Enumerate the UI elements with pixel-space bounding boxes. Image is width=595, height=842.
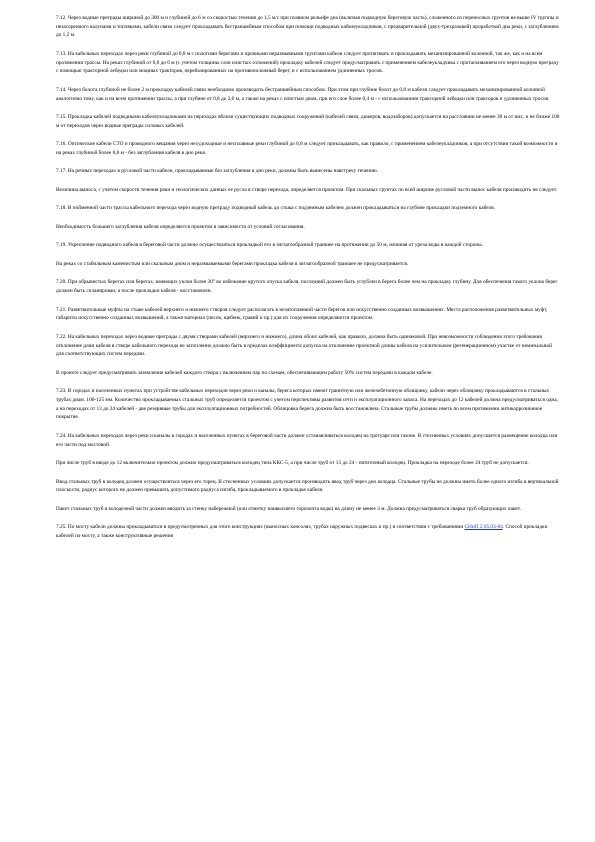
snip-reference-link[interactable]: СНиП 2.05.03-84 (464, 524, 503, 531)
paragraph-7-25 (56, 523, 561, 540)
paragraph-7-23: 7.23. В городах и населенных пунктах при устройстве кабельных переходов через реки и каналы, берега которых имеют гранитную или железобетонную облицовку, кабели через облицовку прокладываются в стальных трубах диам. 100-125 мм. Количество прокладываемых стальных труб определяется проектом с учетом перспективы развития сети и эксплуатационного запаса. На переходах до 12 кабелей должна предусматриваться одна, а на переходах от 13 до 24 кабелей - две резервные трубы для эксплуатационных потребностей. Облицовка берега должна быть восстановлена. Стальные трубы должны иметь по всем протяжении антикоррозионное покрытие. (56, 388, 558, 421)
paragraph-7-24-note-3: Пакет стальных труб в колодезной части должен вводить за стенку набережной (или отметку наивысшего горизонта воды) на длину не менее 3 м. Должна предусматриваться сварка труб образующих пакет. (56, 505, 522, 512)
paragraph-7-12: 7.12. Через водные преграды шириной до 300 м и глубиной до 6 м со скоростью течения до 1,5 м/с при плавном рельефе дна (включая подводную береговую часть), сложенного из переносных грунтов не выше IV группы и незасоренного валунами и топляками, кабели связи следует прокладывать бестраншейным способом при помощи подводных кабелеукладчиков, с предварительной (двух-трехразовой) проработкой дна реки, с заглублением до 1,2 м. (56, 15, 559, 39)
paragraph-7-24-note-2: Ввод стальных труб в колодец должен осуществляться через его торец. В стесненных условиях допускается производить ввод труб через дно колодца. Стальные трубы не должны иметь более одного изгиба в вертикальной плоскости, радиус которого не должен превышать допустимого радиуса изгиба, прокладываемого в прокладке кабеля. (56, 478, 559, 494)
paragraph-7-14: 7.14. Через болота глубиной не более 2 м прокладку кабелей связи необходимо производить бестраншейным способом. При этом при глубине болот до 0,8 м кабели следует прокладывать механизированной колонной аналогично тому, как и на всем протяжении трассы, а при глубине от 0,8 до 2,0 м, а также на реках с илистым дном, при его слое более 0,4 м - с использованием тракторной лебедки или тракторов и удлиненных тросов. (56, 86, 550, 102)
paragraph-7-20: 7.20. При обрывистых берегах или берегах, имеющих уклон более 30° во избежание крутого опуска кабеля, последний должен быть углублен в берега более чем на прокладку глубину. Для обеспечения такого уклона берег должен быть спланирован, а после прокладки кабеля - восстановлен. (56, 279, 558, 295)
paragraph-7-22: 7.22. На кабельных переходах через водные преграды с двумя створами кабелей (верхнего и нижнего), длина обоих кабелей, как правило, должна быть одинаковой. При невозможности соблюдения этого требования отклонение длин кабеля в створе кабельного перехода не затопленно должно быть в пределах коэффициента допуска на отклонение проектной длины кабеля на усилительном (регенерационном) участке от номинальной для соответствующих систем передачи. (56, 333, 552, 358)
paragraph-7-24-note-1: При числе труб в вводе до 12 включительно проектом должно предусматриваться колодец типа ККС-5, а при числе труб от 13 до 24 - пятиточный колодец. Прокладка на переходе более 24 труб не допускается. (56, 460, 529, 467)
paragraph-7-15: 7.15. Прокладка кабелей подводными кабелеукладчиками на переходах вблизи существующих подводных сооружений (кабелей связи, дюкеров, водозаборов) допускается на расстоянии не менее 30 м от них, и не ближе 100 м от переходов через водные преграды силовых кабелей. (56, 114, 560, 129)
paragraph-7-19-note: На реках со стабильным каменистым или скальным дном и неразмываемыми берегами прокладка кабеля в зигзагообразной траншее не предусматривается. (56, 260, 409, 267)
paragraph-7-17: 7.17. На речных переходах в русловой части кабели, прокладываемые без заглубления в дно реки, должны быть вынесены навстречу течению. (56, 168, 379, 175)
paragraph-7-16: 7.16. Оптические кабели СТО и проводного вещания через несудоходные и несплавные реки глубиной до 0,8 м следует прокладывать, как правило, с применением кабелеукладчиков, а при отсутствии такой возможности и на реках глубиной более 0,8 м - без заглубления кабеля в дно реки. (56, 141, 558, 156)
paragraph-7-13: 7.13. На кабельных переходах через реки глубиной до 0,8 м с пологими берегами и прочными неразмывными грунтами кабели следует протягивать и прокладывать механизированной колонной, так же, как и на всем протяжении трассы. На реках глубиной от 0,8 до 6 м (с учетом толщины слоя илистых отложений) прокладку кабелей следует предусматривать с применением кабелеукладчика с протаскиванием его через водную преграду с помощью тракторной лебедки или мощных тракторов, перебазированных на противоположный берег, и с использованием удлиненных тросов. (56, 50, 559, 75)
paragraph-7-18: 7.18. В пойменной части трассы кабельного перехода через водную преграду подводный кабель до стыка с подземным кабелем должен прокладываться на глубине прокладки подземного кабеля. (56, 205, 495, 212)
paragraph-7-25-text-before: 7.25. По мосту кабели должны прокладываться в предусмотренных для этого конструкциях (выносных консолях, трубах наружных подвесках и пр.) в соответствии с требованиями (56, 524, 465, 531)
paragraph-7-21: 7.21. Разветвительные муфты на стыке кабелей верхнего и нижнего створов следует располагать в незатопляемой части берегов или искусственно созданных возвышениях. Места расположения разветвительных муфт, габариты искусственно созданных возвышений, а также материал (песок, щебень, гравий и пр.) для их сооружения определяются проектом. (56, 306, 548, 322)
paragraph-7-25-text-after: . Способ прокладки кабелей по мосту, а также конструктивные решения (56, 524, 548, 539)
paragraph-7-18-note: Необходимость большего заглубления кабеля определяется проектом в зависимости от условий согласования. (56, 223, 305, 230)
paragraph-7-17-note: Величина выноса, с учетом скорости течения реки и геологических данных ее русла в створе перехода, определяется проектом. При скальных грунтах по всей ширине русловой части вынос кабеля производить не следует. (56, 186, 558, 193)
paragraph-7-24: 7.24. На кабельных переходах через реки и каналы в городах и населенных пунктах в береговой части должен устанавливаться колодец на тротуаре или газоне. В стесненных условиях допускается размещение колодца или его части под мостовой. (56, 432, 558, 448)
paragraph-7-22-note: В проекте следует предусматривать заземление кабелей каждого створа с включением пар по схемам, обеспечивающим работу 50% систем передачи в каждом кабеле. (56, 369, 433, 376)
paragraph-7-19: 7.19. Укрепление подводного кабеля в береговой части должно осуществляться прокладкой его в зигзагообразной траншее на протяжении до 50 м, начиная от уреза воды в каждой стороны. (56, 242, 484, 249)
